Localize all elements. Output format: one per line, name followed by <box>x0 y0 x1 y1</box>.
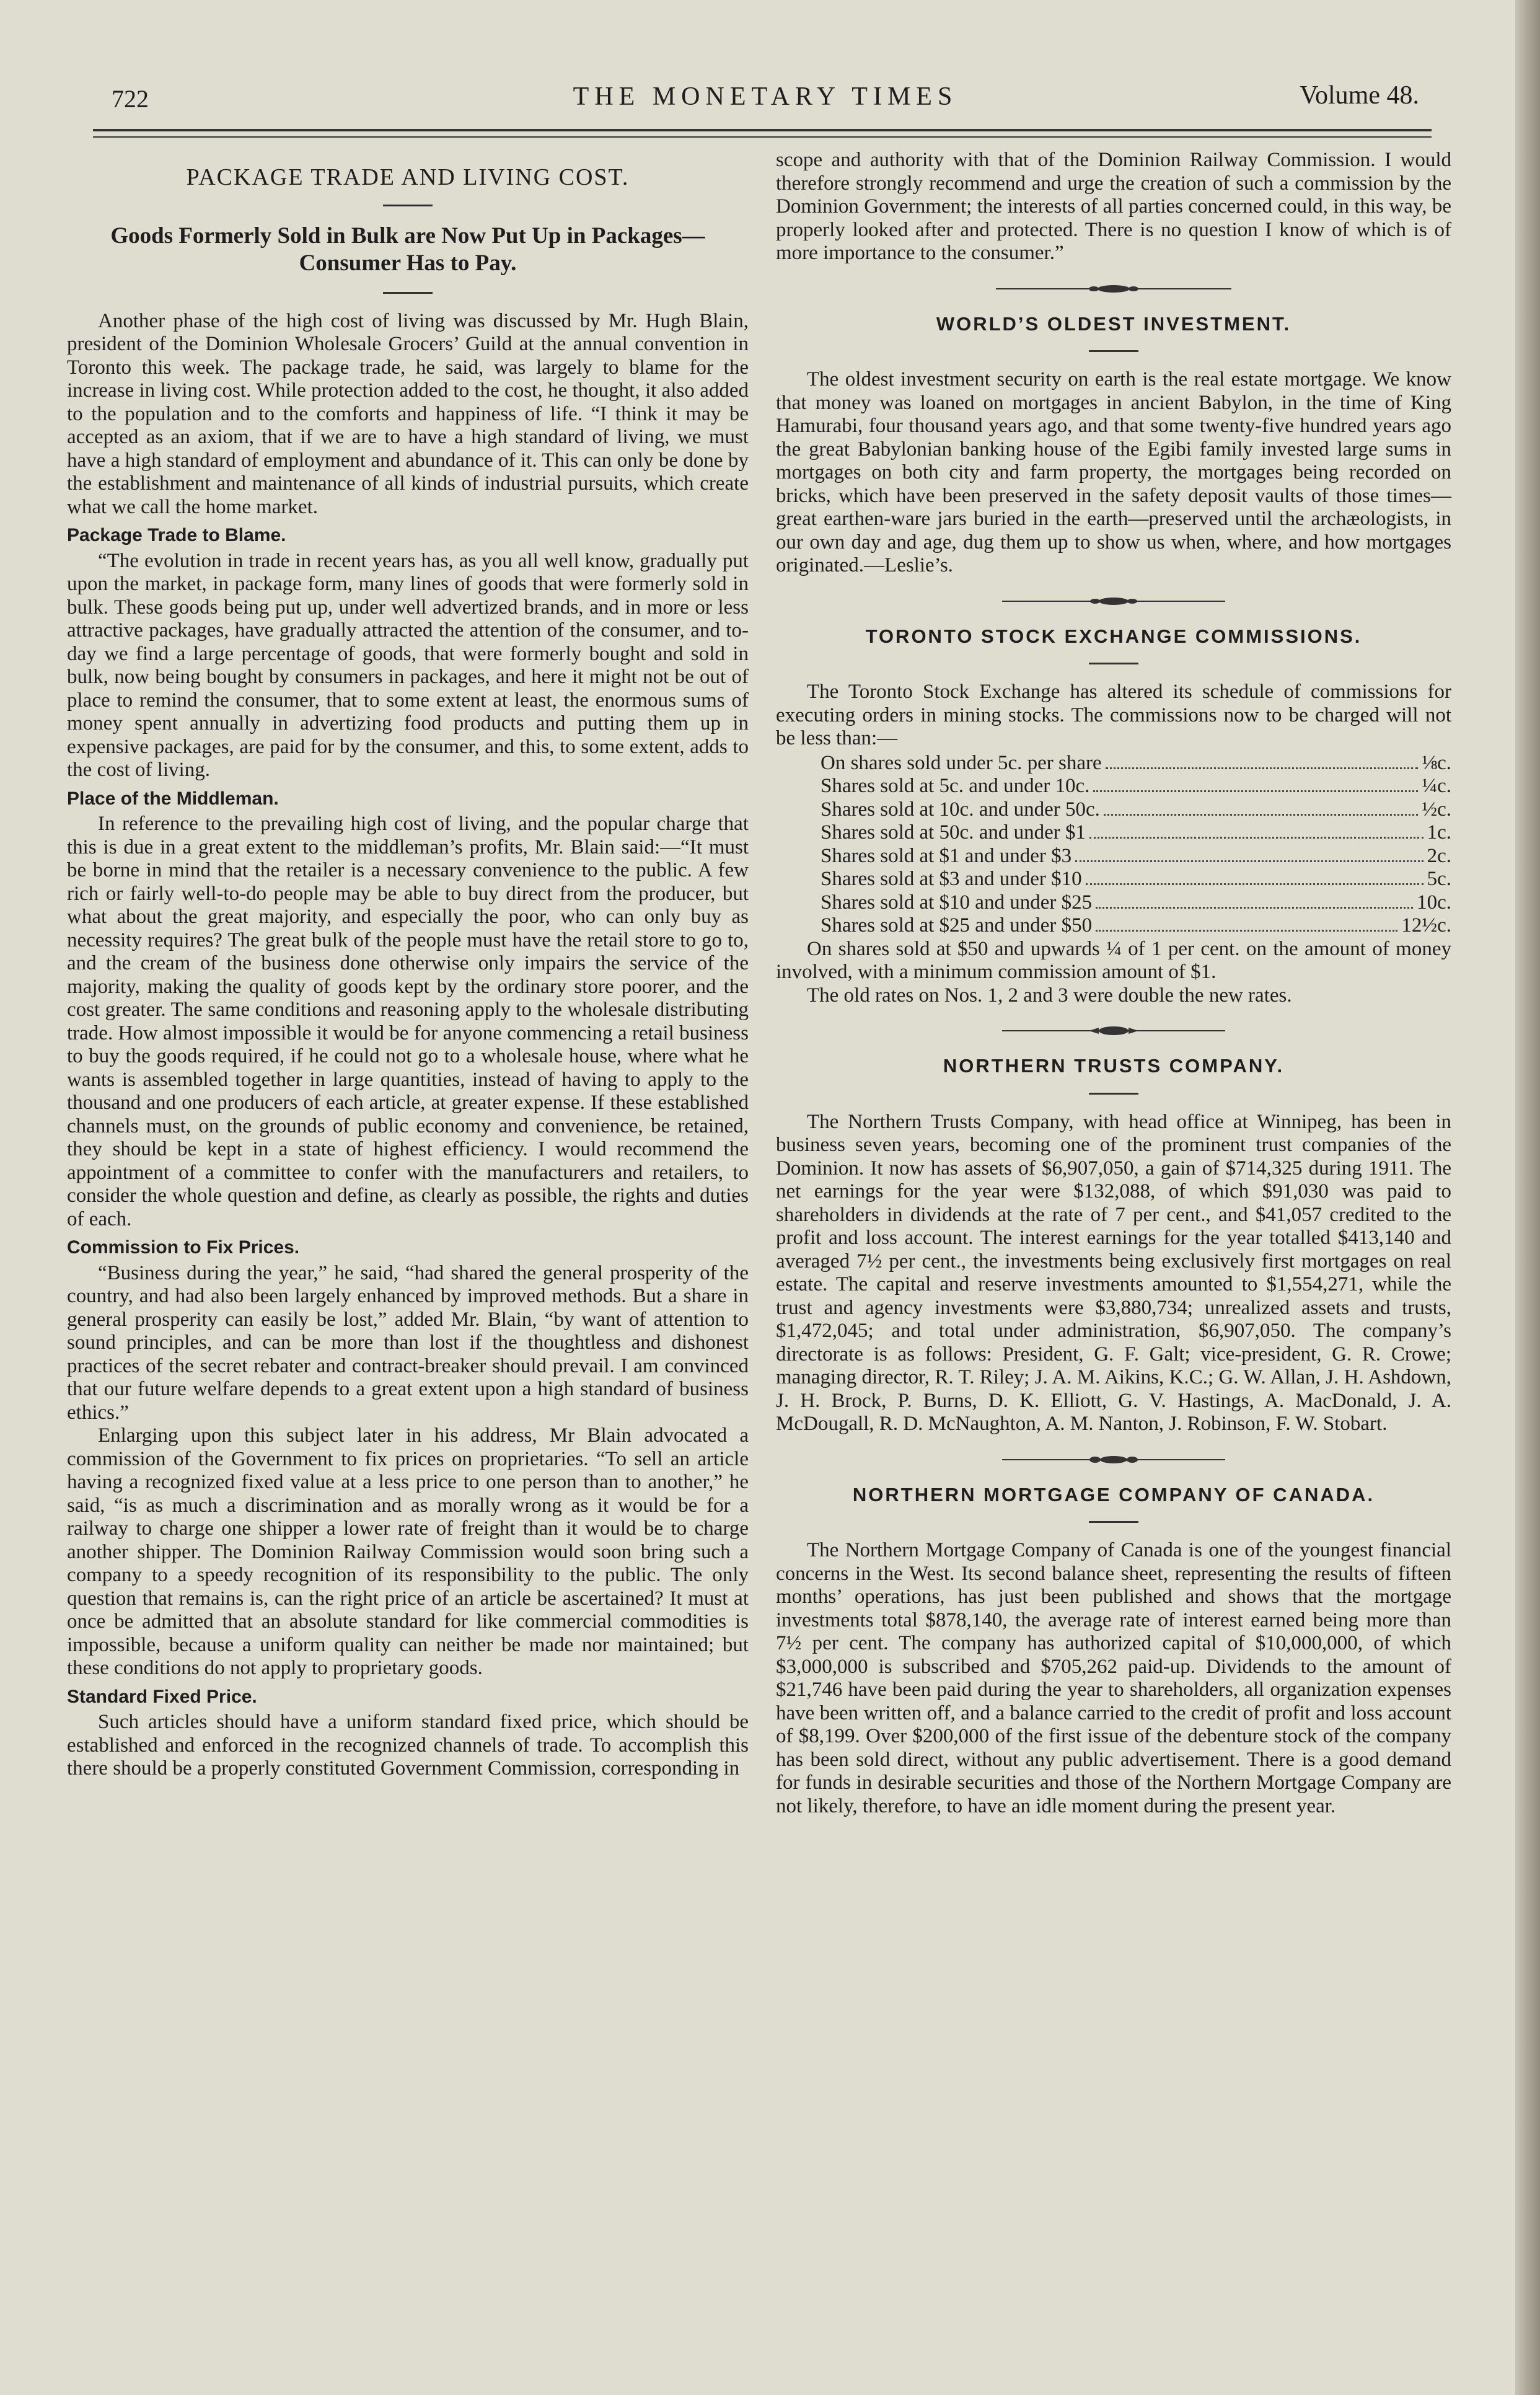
rate-value: ¼c. <box>1422 775 1451 797</box>
commission-rate-row <box>821 868 1451 891</box>
page-header <box>112 76 1419 125</box>
article-paragraph: In reference to the prevailing high cost of living, and the popular charge that this is due in a great extent to the middleman’s profits, Mr. Blain said:—“It must be borne in mind that the retailer is a necessary convenience to the public. A few rich or fairly well-to-do people may be able to buy direct from the producer, but what about the great majority, and especially the poor, who can only buy as necessity requires? The great bulk of the people must have the retail store to go to, and the cream of the business done otherwise only impairs the service of the majority, making the quality of goods kept by the ordinary store poorer, and the cost greater. The same conditions and reasoning apply to the wholesale distributing trade. How almost impossible it would be for anyone commencing a retail business to buy the goods required, if he could not go to a wholesale house, where what he wants is assembled together in large quantities, instead of having to apply to the thousand and one producers of each article, at greater expense. If these established channels must, on the grounds of public economy and convenience, be retained, they should be kept in a state of highest efficiency. I would recommend the appointment of a committee to confer with the manufacturers and retailers, to consider the whole question and define, as clearly as possible, the rights and duties of each. <box>67 813 749 1230</box>
rate-label: Shares sold at $3 and under $10 <box>821 868 1082 890</box>
article-continuation: scope and authority with that of the Dominion Railway Commission. I would therefore strongly recommend and urge the creation of such a commission by the Dominion Government; the interests of all parties concerned could, in this way, be properly looked after and protected. There is no question I know of which is of more importance to the consumer.” <box>776 149 1451 264</box>
commission-rate-list <box>821 752 1451 938</box>
article-paragraph: “Business during the year,” he said, “had shared the general prosperity of the country, and had also been largely enhanced by improved methods. But a share in general prosperity can easily be lost,” added Mr. Blain, “by want of attention to sound principles, and can be more than lost if the thoughtless and dishonest practices of the secret rebater and contract-breaker should prevail. I am convinced that our future welfare depends to a great extent upon a high standard of business ethics.” <box>67 1261 749 1424</box>
article-body-stock-exchange: The Toronto Stock Exchange has altered its schedule of commissions for executing orders in mining stocks. The commissions now to be charged will not be less than:— <box>776 681 1451 749</box>
rate-value: 2c. <box>1427 844 1451 867</box>
article-paragraph: On shares sold at $50 and upwards ¼ of 1 per cent. on the amount of money involved, with a minimum commission amount of $1. <box>776 937 1451 983</box>
article-headline: PACKAGE TRADE AND LIVING COST. <box>186 164 630 190</box>
article-title-stock-exchange: TORONTO STOCK EXCHANGE COMMISSIONS. <box>865 625 1362 647</box>
dot-leader <box>1089 837 1423 839</box>
ornament-divider-icon <box>996 284 1231 294</box>
article-body-northern-trusts: The Northern Trusts Company, with head office at Winnipeg, has been in business seven years, becoming one of the prominent trust companies of the Dominion. It now has assets of $6,907,050, a gain of $714,325 during 1911. The net earnings for the year were $132,088, of which $91,030 was paid to shareholders in dividends at the rate of 7 per cent., and $41,057 credited to the profit and loss account. The interest earnings for the year totalled $413,140 and averaged 7½ per cent., the investments being exclusively first mortgages on real estate. The capital and reserve investments amounted to $1,554,271, while the trust and agency investments were $3,880,734; unrealized assets and trusts, $1,472,045; and total under administration, $6,907,050. The company’s directorate is as follows: President, G. F. Galt; vice-president, G. R. Crowe; managing director, R. T. Riley; J. A. M. Aikins, K.C.; G. W. Allan, J. H. Ashdown, J. H. Brock, P. Burns, D. K. Elliott, G. V. Hastings, A. MacDonald, J. A. McDougall, R. D. McNaughton, A. M. Nanton, J. Robinson, F. W. Stobart. <box>776 1110 1451 1435</box>
short-rule <box>1089 1093 1138 1095</box>
rate-value: 12½c. <box>1401 914 1451 937</box>
subheading: Package Trade to Blame. <box>67 525 286 545</box>
subheading: Standard Fixed Price. <box>67 1686 257 1707</box>
page-number: 722 <box>112 85 149 113</box>
commission-rate-row <box>821 891 1451 915</box>
commission-rate-row <box>821 775 1451 798</box>
rate-label: Shares sold at 10c. and under 50c. <box>821 798 1100 821</box>
article-deck: Goods Formerly Sold in Bulk are Now Put Up in Packages—Consumer Has to Pay. <box>110 223 705 276</box>
dot-leader <box>1096 930 1397 932</box>
header-rule-thick <box>93 129 1432 131</box>
article-body-oldest-investment: The oldest investment security on earth is the real estate mortgage. We know that money was loaned on mortgages in ancient Babylon, in the time of King Hamurabi, four thousand years ago, and that some twenty-five hundred years ago the great Babylonian banking house of the Egibi family invested large sums in mortgages on both city and farm property, the mortgages being recorded on bricks, which have been preserved in the safety deposit vaults of those times—great earthen-ware jars buried in the earth—preserved until the archæologists, in our own day and age, dug them up to show us when, where, and how mortgages originated.—Leslie’s. <box>776 368 1451 576</box>
publication-title: THE MONETARY TIMES <box>573 82 958 111</box>
ornament-divider-icon <box>1002 1026 1225 1036</box>
article-title-northern-mortgage: NORTHERN MORTGAGE COMPANY OF CANADA. <box>852 1483 1375 1506</box>
commission-rate-row <box>821 845 1451 868</box>
article-body-northern-mortgage: The Northern Mortgage Company of Canada is one of the youngest financial concerns in the West. Its second balance sheet, representing the results of fifteen months’ operations, has just been published and shows that the mortgage investments total $878,140, the average rate of interest earned being more than 7½ per cent. The company has authorized capital of $10,000,000, of which $3,000,000 is subscribed and $705,262 paid-up. Dividends to the amount of $21,746 have been paid during the year to shareholders, all organization expenses have been written off, and a balance carried to the credit of profit and loss account of $8,199. Over $200,000 of the first issue of the debenture stock of the company has been sold direct, without any public advertisement. There is a good demand for funds in desirable securities and those of the Northern Mortgage Company are not likely, therefore, to have an idle moment during the present year. <box>776 1539 1451 1817</box>
subheading: Place of the Middleman. <box>67 788 279 809</box>
rate-value: 10c. <box>1417 891 1451 914</box>
dot-leader <box>1075 860 1423 862</box>
header-rule-thin <box>93 136 1432 138</box>
dot-leader <box>1104 814 1418 816</box>
article-paragraph: Enlarging upon this subject later in his address, Mr Blain advocated a commission of the Government to fix prices on proprietaries. “To sell an article having a recognized fixed value at a less price to one person than to another,” he said, “is as much a discrimination and as morally wrong as it would be for a railway to charge one shipper a lower rate of freight than it would be to charge another shipper. The Dominion Railway Commission would soon bring such a company to a speedy recognition of its responsibility to the public. The only question that remains is, can the right price of an article be ascertained? It must at once be admitted that an absolute standard for like commercial commodities is impossible, because a uniform quality can neither be made nor maintained; but these conditions do not apply to proprietary goods. <box>67 1424 749 1679</box>
commission-rate-row <box>821 798 1451 822</box>
article-paragraph: Another phase of the high cost of living was discussed by Mr. Hugh Blain, president of the Dominion Wholesale Grocers’ Guild at the annual convention in Toronto this week. The package trade, he said, was largely to blame for the increase in living cost. While protection added to the cost, he thought, it also added to the population and to the comforts and happiness of life. “I think it may be accepted as an axiom, that if we are to have a high standard of living, we must have a high standard of employment and abundance of it. This can only be done by the establishment and maintenance of all kinds of industrial pursuits, which create what we call the home market. <box>67 309 749 518</box>
ornament-divider-icon <box>1002 596 1225 606</box>
short-rule <box>383 292 433 294</box>
rate-label: Shares sold at 50c. and under $1 <box>821 821 1086 844</box>
short-rule <box>1089 1521 1138 1523</box>
dot-leader <box>1106 767 1419 769</box>
commission-rate-row <box>821 752 1451 775</box>
ornament-divider-icon <box>1002 1455 1225 1465</box>
short-rule <box>383 205 433 206</box>
rate-label: Shares sold at $10 and under $25 <box>821 891 1093 914</box>
subheading: Commission to Fix Prices. <box>67 1237 300 1258</box>
article-title-northern-trusts: NORTHERN TRUSTS COMPANY. <box>943 1055 1285 1077</box>
commission-rate-row <box>821 821 1451 845</box>
short-rule <box>1089 350 1138 352</box>
rate-label: Shares sold at $1 and under $3 <box>821 844 1072 867</box>
rate-value: 5c. <box>1427 868 1451 890</box>
rate-value: ⅛c. <box>1422 751 1451 774</box>
article-paragraph: The old rates on Nos. 1, 2 and 3 were double the new rates. <box>807 984 1292 1007</box>
rate-label: Shares sold at 5c. and under 10c. <box>821 775 1090 797</box>
rate-label: On shares sold under 5c. per share <box>821 751 1102 774</box>
dot-leader <box>1096 907 1413 909</box>
volume-label: Volume 48. <box>1300 81 1419 110</box>
rate-label: Shares sold at $25 and under $50 <box>821 914 1093 937</box>
rate-value: 1c. <box>1427 821 1451 844</box>
dot-leader <box>1093 790 1418 792</box>
right-column <box>776 149 1451 1818</box>
article-paragraph: “The evolution in trade in recent years has, as you all well know, gradually put upon the market, in package form, many lines of goods that were formerly sold in bulk. These goods being put up, under well advertized brands, and in more or less attractive packages, have gradually attracted the attention of the consumer, and to-day we find a large percentage of goods, that were formerly bought and sold in bulk, now being bought by consumers in packages, and here it might not be out of place to remind the consumer, that to some extent at least, the enormous sums of money spent annually in advertizing food products and putting them up in expensive packages, are paid for by the consumer, and this, to some extent, adds to the cost of living. <box>67 549 749 781</box>
left-column <box>67 149 749 1781</box>
page-binding-edge <box>1515 0 1540 2395</box>
short-rule <box>1089 663 1138 664</box>
dot-leader <box>1086 883 1423 885</box>
article-title-oldest-investment: WORLD’S OLDEST INVESTMENT. <box>936 312 1291 335</box>
rate-value: ½c. <box>1422 798 1451 821</box>
commission-rate-row <box>821 914 1451 938</box>
article-paragraph: Such articles should have a uniform standard fixed price, which should be established and enforced in the recognized channels of trade. To accomplish this there should be a properly constituted Government Commission, corresponding in <box>67 1711 749 1780</box>
